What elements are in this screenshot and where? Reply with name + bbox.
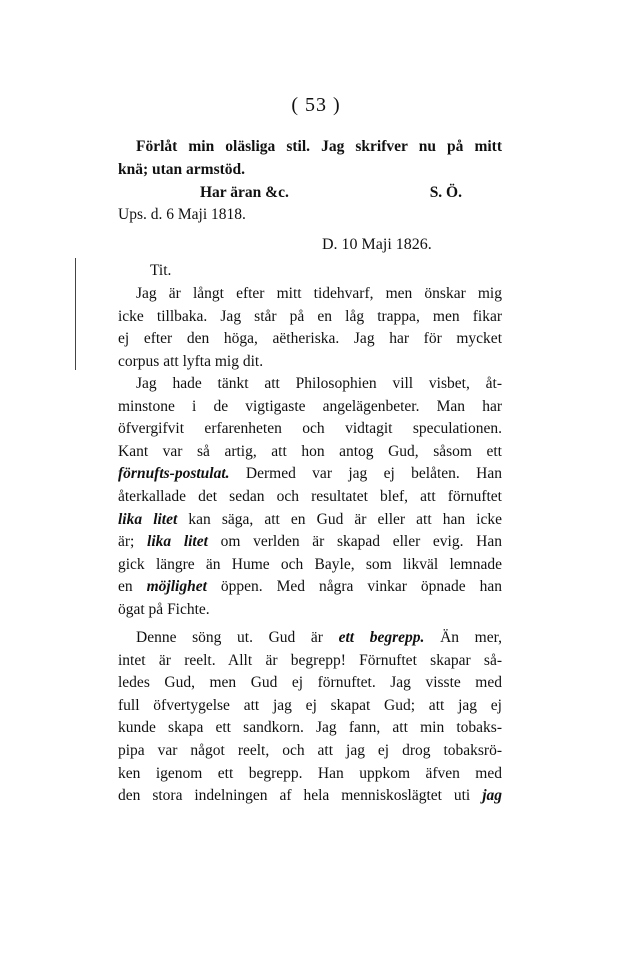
text-line: återkallade det sedan och resultatet blef, att förnuftet [118,487,502,505]
regards: Har äran &c. [200,184,289,201]
text-line: icke tillbaka. Jag står på en låg trappa, men fikar [118,307,502,325]
letter-closing [118,182,502,226]
text-span: Denne söng ut. Gud är [136,629,339,646]
text-line [118,531,502,554]
text-span: om verlden är skapad eller evig. Han [207,533,502,551]
text-line [118,576,502,599]
italic-term: förnufts-postulat. [118,465,230,483]
margin-rule [75,258,76,370]
paragraph-2 [118,373,502,622]
letter-date: D. 10 Maji 1826. [322,236,432,253]
text-line: öfvergifvit erfarenheten och vidtagit speculationen. [118,420,502,438]
paragraph-3 [118,627,502,808]
salutation: Tit. [150,262,172,279]
text-line: Jag är långt efter mitt tidehvarf, men önskar mig [136,285,502,302]
text-line: ledes Gud, men Gud ej förnuftet. Jag visste med [118,674,502,692]
page-number: ( 53 ) [291,94,341,116]
text-line: Jag hade tänkt att Philosophien vill visbet, åt- [136,375,502,392]
text-span: Dermed var jag ej belåten. Han [229,465,502,483]
text-line: ken igenom ett begrepp. Han uppkom äfven med [118,764,502,782]
paragraph-1 [118,283,502,373]
text-line: intet är reelt. Allt är begrepp! Förnuftet skapar så- [118,651,502,669]
place-date: Ups. d. 6 Maji 1818. [118,206,246,223]
text-span: en [118,578,147,596]
text-line [118,463,502,486]
text-span: kan säga, att en Gud är eller att han icke [177,510,503,528]
text-line: ej efter den höga, aëtheriska. Jag har för mycket [118,330,502,348]
text-span: är; [118,533,148,551]
signature: S. Ö. [429,184,462,201]
text-line: minstone i de vigtigaste angelägenbeter. Man har [118,397,502,415]
text-line: knä; utan armstöd. [118,160,246,178]
text-line: Förlåt min oläsliga stil. Jag skrifver nu på mitt [136,138,502,155]
text-line [118,627,502,650]
text-line: full öfvertygelse att jag ej skapat Gud; att jag ej [118,696,502,714]
italic-term: ett begrepp. [338,629,425,646]
text-line [118,509,502,532]
text-line: corpus att lyfta mig dit. [118,352,264,370]
text-span: öppen. Med några vinkar öpnade han [206,578,502,596]
text-line: kunde skapa ett sandkorn. Jag fann, att min tobaks- [118,719,502,737]
closing-line [118,182,502,204]
italic-term: lika litet [118,510,178,528]
text-line [118,785,502,808]
text-line: ögat på Fichte. [118,600,210,618]
text-span: Än mer, [424,629,502,646]
italic-term: möjlighet [146,578,207,596]
italic-term: lika litet [147,533,208,551]
text-line: gick längre än Hume och Bayle, som likväl lemnade [118,555,502,573]
paragraph-postscript [118,136,502,181]
text-line: Kant var så artig, att hon antog Gud, såsom ett [118,442,502,460]
text-line: pipa var något reelt, och att jag ej drog tobaksrö- [118,741,502,759]
italic-term: jag [482,787,502,805]
text-span: den stora indelningen af hela menniskoslägtet uti [118,787,483,805]
